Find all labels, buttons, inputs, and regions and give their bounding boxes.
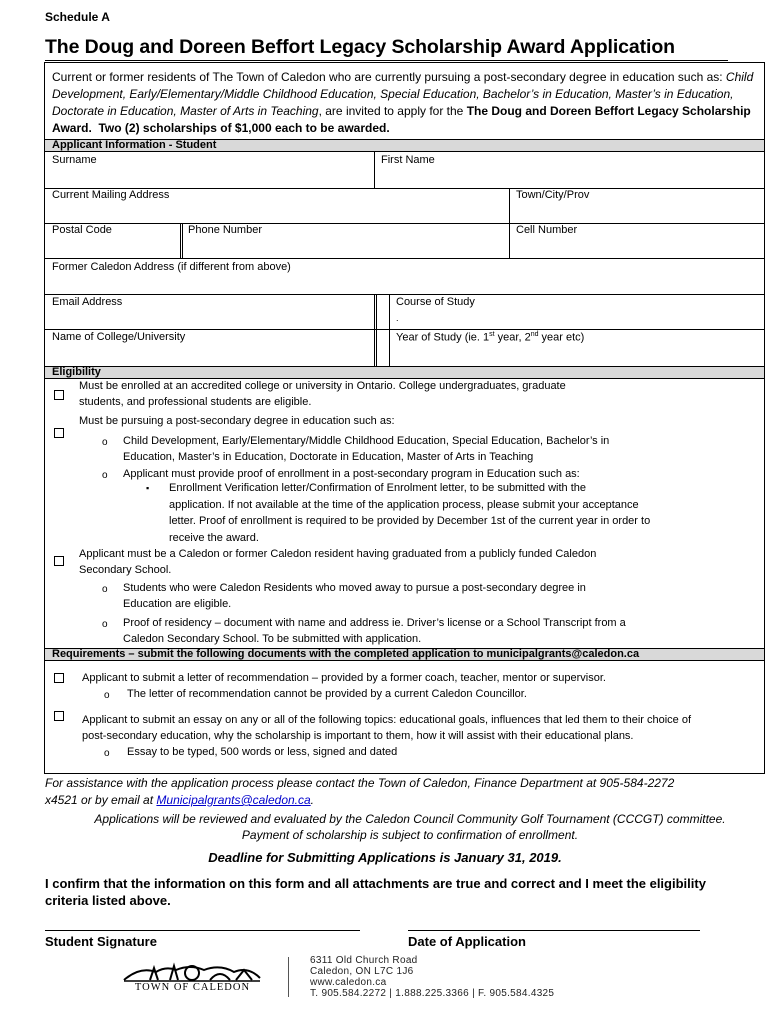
circle-bullet: o bbox=[102, 619, 108, 630]
student-signature-label: Student Signature bbox=[45, 934, 157, 949]
review-note: Applications will be reviewed and evaluated by the Caledon Council Community Golf Tournament (CCCGT) committee. Payment of scholarship is subject to confirmation of enrollment. bbox=[94, 812, 726, 842]
circle-bullet: o bbox=[102, 584, 108, 595]
intro-paragraph bbox=[52, 69, 760, 137]
eligibility-checkbox-3[interactable] bbox=[54, 556, 64, 566]
eligibility-sub-item: Proof of residency – document with name and address ie. Driver’s license or a School Transcript from a Caledon Secondary School. To be submitted with application. bbox=[123, 617, 626, 645]
requirements-sub-item: The letter of recommendation cannot be provided by a current Caledon Councillor. bbox=[127, 688, 527, 700]
divider bbox=[389, 294, 390, 366]
requirements-item-2: Applicant to submit an essay on any or all of the following topics: educational goals, influences that led them to their choice of post-secondary education, why the scholarship is important to them, how it will assist with their educational plans. bbox=[82, 714, 692, 742]
postal-code-label: Postal Code bbox=[52, 224, 112, 236]
intro-award-name: The Doug and Doreen Beffort Legacy Scholarship Award. bbox=[52, 104, 751, 135]
requirements-sub-item: Essay to be typed, 500 words or less, signed and dated bbox=[127, 746, 398, 758]
circle-bullet: o bbox=[102, 437, 108, 448]
mailing-address-label: Current Mailing Address bbox=[52, 189, 170, 201]
eligibility-checkbox-1[interactable] bbox=[54, 390, 64, 400]
divider bbox=[374, 152, 375, 188]
eligibility-sub-item: Applicant must provide proof of enrollment in a post-secondary program in Education such as: bbox=[123, 468, 580, 480]
circle-bullet: o bbox=[104, 748, 110, 759]
eligibility-checkbox-2[interactable] bbox=[54, 428, 64, 438]
title-rule bbox=[45, 60, 728, 61]
phone-label: Phone Number bbox=[188, 224, 262, 236]
course-label: Course of Study bbox=[396, 296, 475, 308]
confirmation-statement: I confirm that the information on this form and all attachments are true and correct and I meet the eligibility criteria listed above. bbox=[45, 876, 706, 908]
requirements-section-header: Requirements – submit the following documents with the completed application to municipalgrants@caledon.ca bbox=[45, 648, 764, 661]
college-label: Name of College/University bbox=[52, 331, 186, 343]
date-line[interactable] bbox=[408, 930, 700, 931]
town-label: Town/City/Prov bbox=[516, 189, 590, 201]
row-divider bbox=[45, 223, 764, 224]
requirements-checkbox-2[interactable] bbox=[54, 711, 64, 721]
eligibility-item-1: Must be enrolled at an accredited college or university in Ontario. College undergraduates, graduate students, and professional students are eligible. bbox=[79, 380, 566, 408]
divider bbox=[180, 223, 183, 258]
signature-line[interactable] bbox=[45, 930, 360, 931]
cell-label: Cell Number bbox=[516, 224, 578, 236]
year-of-study-label: Year of Study (ie. 1st year, 2nd year etc) bbox=[396, 331, 585, 344]
email-label: Email Address bbox=[52, 296, 123, 308]
eligibility-sub-item: Child Development, Early/Elementary/Middle Childhood Education, Special Education, Bachelor’s in Education, Master’s in Education, Doctorate in Education, Master of Arts in Teaching bbox=[123, 435, 610, 463]
eligibility-item-3: Applicant must be a Caledon or former Caledon resident having graduated from a publicly funded Caledon Secondary School. bbox=[79, 548, 597, 576]
intro-amount: Two (2) scholarships of $1,000 each to be awarded. bbox=[98, 121, 390, 135]
row-divider bbox=[45, 258, 764, 259]
logo-text: TOWN OF CALEDON bbox=[134, 982, 251, 993]
requirements-checkbox-1[interactable] bbox=[54, 673, 64, 683]
circle-bullet: o bbox=[104, 690, 110, 701]
divider bbox=[509, 223, 510, 258]
eligibility-sub-sub-item: Enrollment Verification letter/Confirmation of Enrolment letter, to be submitted with the application. If not available at the time of the application process, please submit your acceptance letter. Proof of enrollment is required to be provided by December 1st of the current year in order to receive the award. bbox=[169, 482, 651, 544]
schedule-label: Schedule A bbox=[45, 10, 110, 24]
deadline-note: Deadline for Submitting Applications is January 31, 2019. bbox=[208, 850, 562, 865]
date-of-application-label: Date of Application bbox=[408, 934, 526, 949]
eligibility-item-2: Must be pursuing a post-secondary degree in education such as: bbox=[79, 415, 395, 427]
first-name-label: First Name bbox=[381, 154, 435, 166]
footer-divider bbox=[288, 957, 289, 997]
divider bbox=[509, 188, 510, 223]
intro-text: Current or former residents of The Town of Caledon who are currently pursuing a post-secondary degree in education such as: bbox=[52, 70, 726, 84]
surname-label: Surname bbox=[52, 154, 97, 166]
assistance-note: For assistance with the application process please contact the Town of Caledon, Finance Department at 905-584-2272 x4521 or by email at Municipalgrants@caledon.ca. bbox=[45, 776, 675, 807]
stray-dot: . bbox=[396, 313, 399, 323]
divider bbox=[374, 294, 377, 366]
row-divider bbox=[45, 329, 764, 330]
circle-bullet: o bbox=[102, 470, 108, 481]
footer-address: 6311 Old Church Road Caledon, ON L7C 1J6 www.caledon.ca T. 905.584.2272 | 1.888.225.3366 | F. 905.584.4325 bbox=[310, 955, 555, 999]
square-bullet: ▪ bbox=[146, 483, 150, 493]
row-divider bbox=[45, 294, 764, 295]
page-title: The Doug and Doreen Beffort Legacy Scholarship Award Application bbox=[45, 36, 675, 58]
intro-text-2: , are invited to apply for the bbox=[318, 104, 467, 118]
applicant-section-header: Applicant Information - Student bbox=[45, 139, 764, 152]
eligibility-section-header: Eligibility bbox=[45, 366, 764, 379]
intro-programs: Child Development, Early/Elementary/Middle Childhood Education, Special Education, Bachelor’s in Education, Master’s in Education, Doctorate in Education, Master of Arts in Teaching bbox=[52, 70, 754, 118]
email-link[interactable]: Municipalgrants@caledon.ca bbox=[156, 793, 311, 807]
former-address-label: Former Caledon Address (if different from above) bbox=[52, 261, 291, 273]
eligibility-sub-item: Students who were Caledon Residents who moved away to pursue a post-secondary degree in Education are eligible. bbox=[123, 582, 586, 610]
requirements-item-1: Applicant to submit a letter of recommendation – provided by a former coach, teacher, mentor or supervisor. bbox=[82, 672, 606, 684]
